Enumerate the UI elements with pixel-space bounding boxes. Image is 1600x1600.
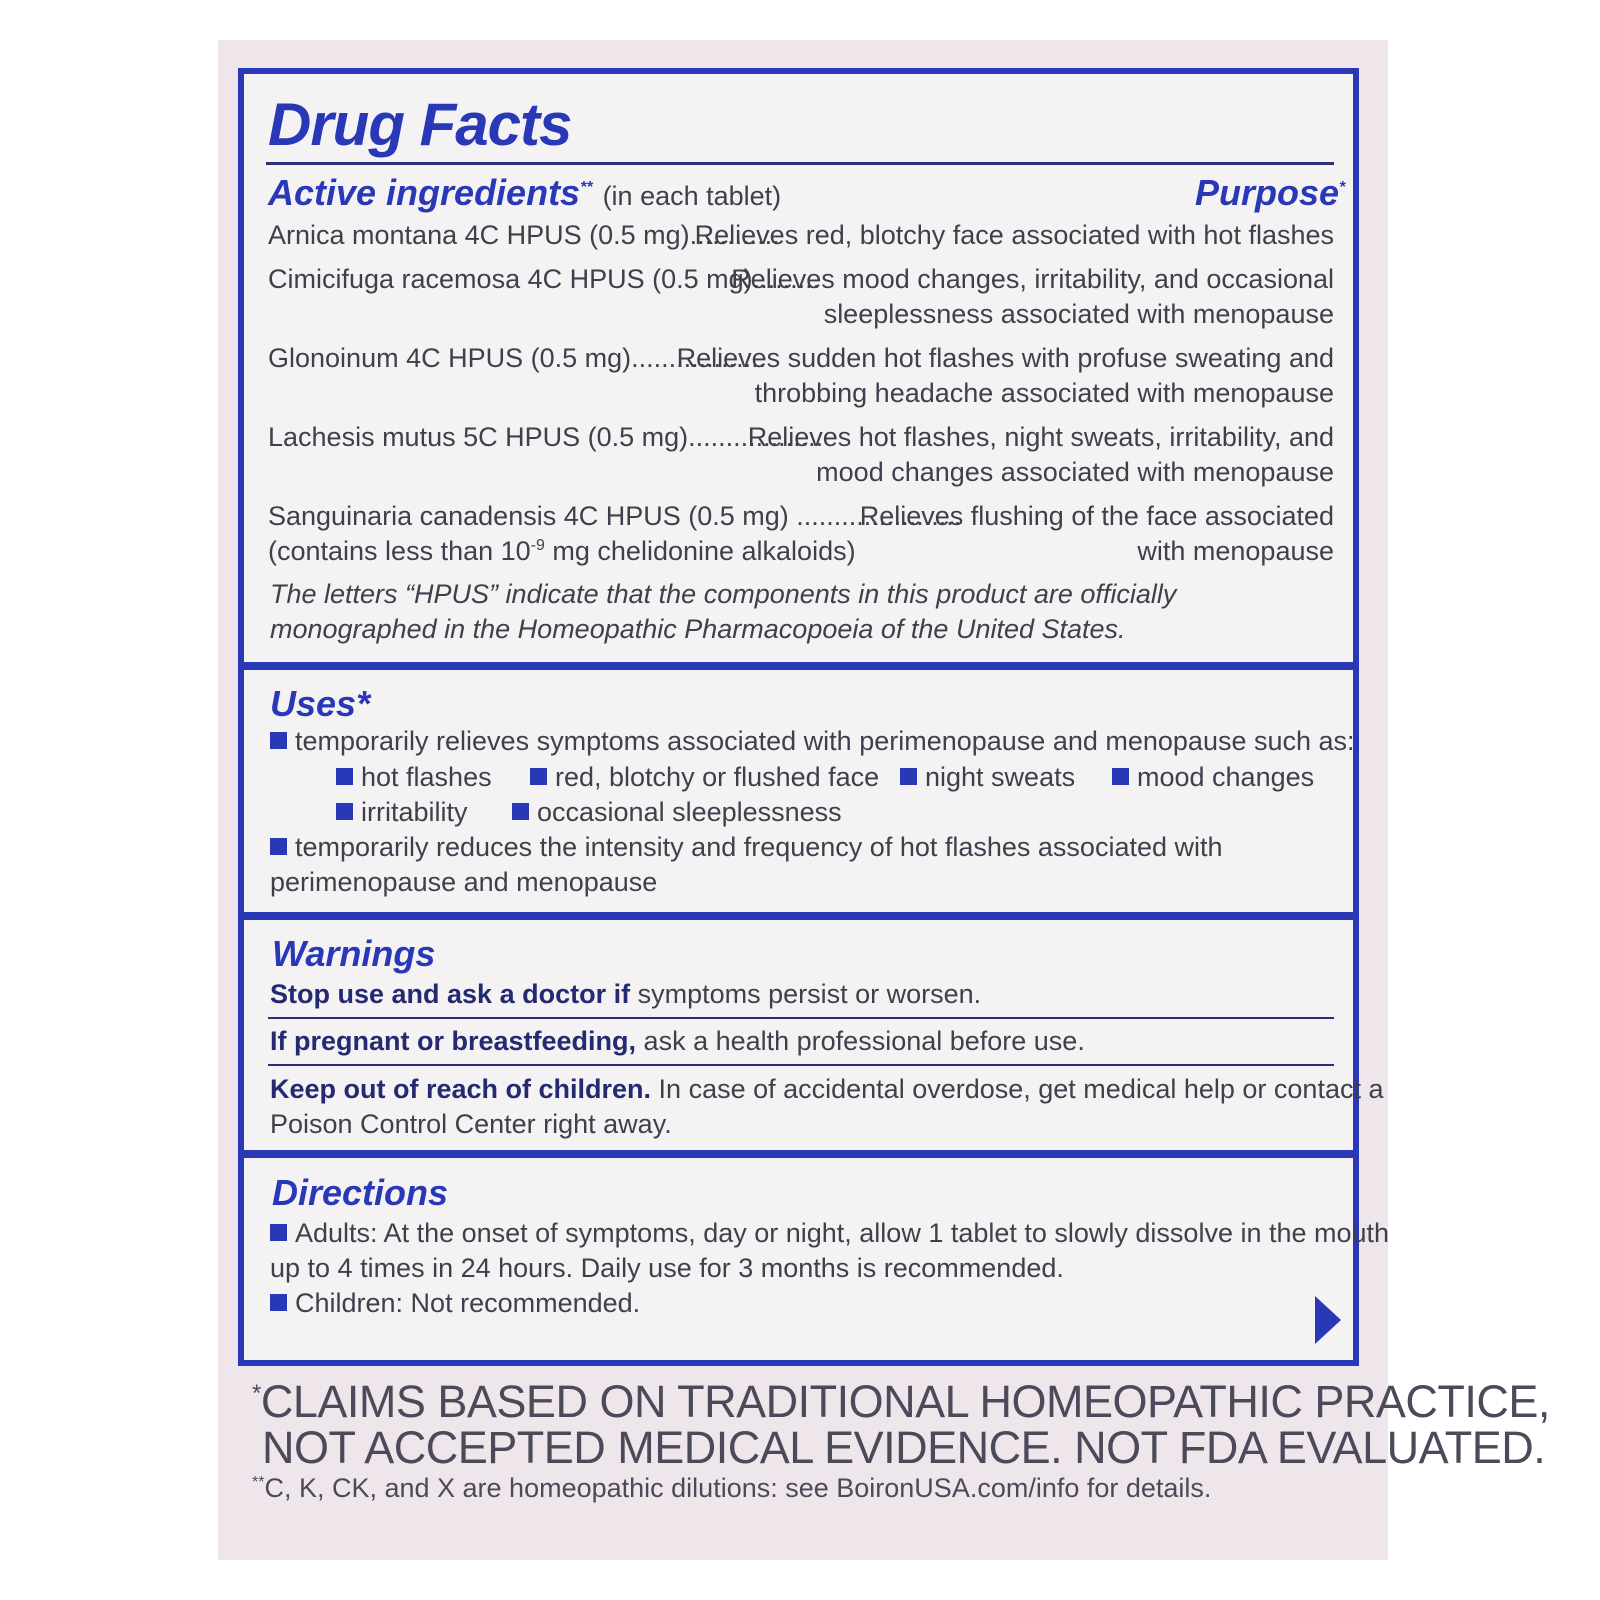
ingredient-glonoinum: Glonoinum 4C HPUS (0.5 mg).................. — [268, 343, 767, 373]
symptom-irritability: irritability — [336, 795, 468, 829]
symptom-mood-changes: mood changes — [1112, 760, 1314, 794]
symptom-red-face: red, blotchy or flushed face — [530, 760, 879, 794]
ingredient-lachesis: Lachesis mutus 5C HPUS (0.5 mg).................. — [268, 422, 824, 452]
uses-line-2: temporarily reduces the intensity and frequency of hot flashes associated with — [270, 830, 1223, 864]
bullet-square-icon — [270, 1294, 287, 1311]
symptom-sleeplessness: occasional sleeplessness — [512, 795, 842, 829]
warning-keep-out-cont: Poison Control Center right away. — [270, 1109, 672, 1139]
uses-line-1: temporarily relieves symptoms associated with perimenopause and menopause such as: — [270, 724, 1355, 758]
bullet-square-icon — [1112, 768, 1129, 785]
purpose-glonoinum-cont: throbbing headache associated with menopause — [754, 378, 1334, 408]
warning-pregnant: If pregnant or breastfeeding, ask a health professional before use. — [270, 1026, 1085, 1056]
purpose-glonoinum: Relieves sudden hot flashes with profuse sweating and — [676, 343, 1334, 373]
dilutions-footnote: **C, K, CK, and X are homeopathic dilutions: see BoironUSA.com/info for details. — [252, 1473, 1212, 1503]
ingredient-sanguinaria: Sanguinaria canadensis 4C HPUS (0.5 mg) ...................... — [268, 501, 962, 531]
directions-adults-cont: up to 4 times in 24 hours. Daily use for 3 months is recommended. — [270, 1253, 1064, 1283]
continue-arrow-icon — [1315, 1296, 1341, 1344]
warnings-heading: Warnings — [272, 933, 436, 974]
purpose-lachesis: Relieves hot flashes, night sweats, irritability, and — [747, 422, 1334, 452]
claims-line-2: NOT ACCEPTED MEDICAL EVIDENCE. NOT FDA EVALUATED. — [262, 1422, 1546, 1473]
drug-facts-title: Drug Facts — [268, 91, 572, 158]
symptom-hot-flashes: hot flashes — [336, 760, 492, 794]
purpose-cimicifuga-cont: sleeplessness associated with menopause — [823, 299, 1334, 329]
bullet-square-icon — [270, 1224, 287, 1241]
purpose-arnica: Relieves red, blotchy face associated with hot flashes — [694, 220, 1334, 250]
purpose-sanguinaria: Relieves flushing of the face associated — [859, 501, 1334, 531]
directions-children: Children: Not recommended. — [270, 1286, 640, 1320]
purpose-lachesis-cont: mood changes associated with menopause — [816, 457, 1334, 487]
bullet-square-icon — [512, 803, 529, 820]
bullet-square-icon — [530, 768, 547, 785]
ingredient-arnica: Arnica montana 4C HPUS (0.5 mg)............ — [268, 220, 780, 250]
section-divider-warnings — [244, 912, 1353, 920]
active-ingredients-heading: Active ingredients** (in each tablet) — [268, 172, 782, 213]
ingredient-cimicifuga: Cimicifuga racemosa 4C HPUS (0.5 mg)......... — [268, 264, 821, 294]
purpose-cimicifuga: Relieves mood changes, irritability, and occasional — [731, 264, 1334, 294]
directions-adults: Adults: At the onset of symptoms, day or night, allow 1 tablet to slowly dissolve in the mouth — [270, 1216, 1389, 1250]
uses-heading: Uses* — [270, 683, 371, 724]
bullet-square-icon — [900, 768, 917, 785]
warning-keep-out: Keep out of reach of children. In case of accidental overdose, get medical help or contact a — [270, 1074, 1384, 1104]
warning-rule-2 — [268, 1064, 1334, 1066]
claims-line-1: *CLAIMS BASED ON TRADITIONAL HOMEOPATHIC PRACTICE, — [252, 1376, 1550, 1427]
purpose-sanguinaria-cont: with menopause — [1137, 536, 1334, 566]
symptom-night-sweats: night sweats — [900, 760, 1075, 794]
uses-line-2-cont: perimenopause and menopause — [270, 867, 658, 897]
ingredient-sanguinaria-note: (contains less than $10^{-9}$ mg chelidonine alkaloids) — [268, 536, 856, 566]
bullet-square-icon — [336, 768, 353, 785]
hpus-note-line2: monographed in the Homeopathic Pharmacopoeia of the United States. — [270, 614, 1126, 644]
section-divider-directions — [244, 1150, 1353, 1158]
warning-rule-1 — [268, 1017, 1334, 1019]
purpose-heading: Purpose* — [1195, 172, 1346, 213]
directions-heading: Directions — [272, 1172, 449, 1213]
bullet-square-icon — [270, 838, 287, 855]
bullet-square-icon — [336, 803, 353, 820]
warning-stop-use: Stop use and ask a doctor if symptoms persist or worsen. — [270, 979, 982, 1009]
section-divider-uses — [244, 662, 1353, 670]
bullet-square-icon — [270, 732, 287, 749]
title-rule — [266, 162, 1334, 165]
hpus-note-line1: The letters “HPUS” indicate that the components in this product are officially — [270, 579, 1177, 609]
